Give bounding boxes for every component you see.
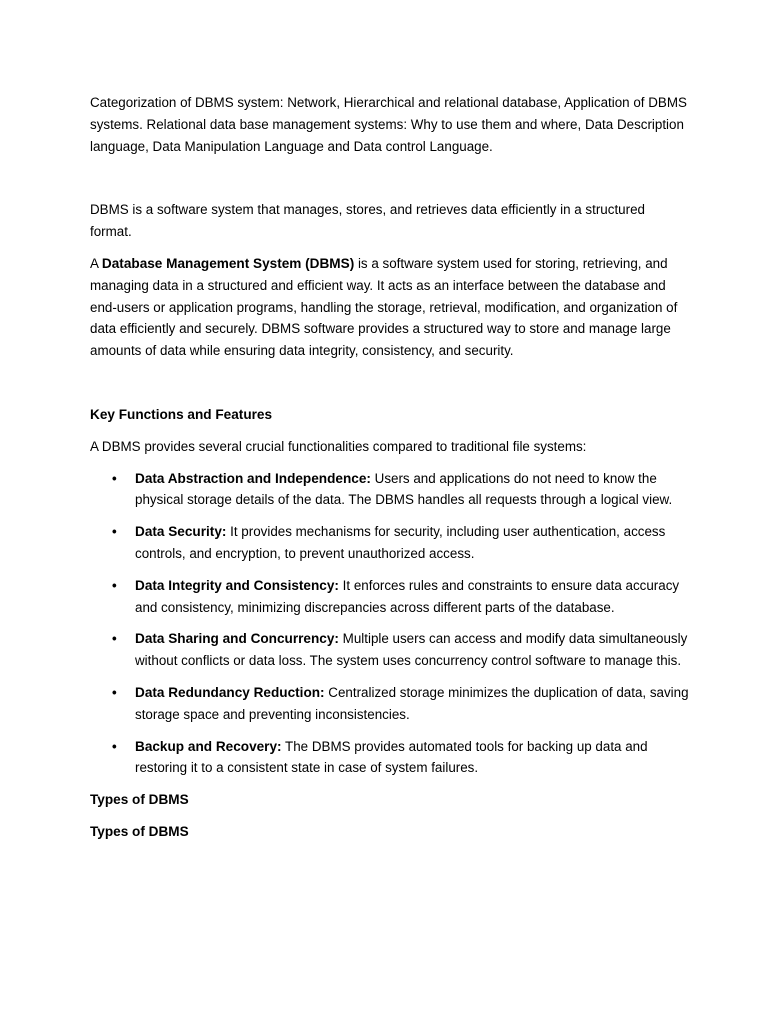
definition-text: is a software system used for storing, retrieving, and managing data in a structured and efficient way. It acts as an interface between the database and end-users or application programs, handling the storage, retrieval, modification, and organization of data efficiently and securely. DBMS software provides a structured way to store and manage large amounts of data while ensuring data integrity, consistency, and security.	[90, 255, 678, 359]
list-item	[90, 736, 690, 780]
feature-text: Multiple users can access and modify data simultaneously without conflicts or data loss. The system uses concurrency control software to manage this.	[135, 631, 688, 669]
bullet-icon: •	[112, 524, 117, 540]
list-item	[90, 682, 690, 726]
feature-term: Data Redundancy Reduction:	[135, 684, 325, 700]
feature-term: Data Abstraction and Independence:	[135, 470, 371, 486]
features-list	[90, 468, 690, 780]
bullet-icon: •	[112, 470, 117, 486]
definition-prefix: A	[90, 255, 102, 271]
bullet-icon: •	[112, 684, 117, 700]
bullet-icon: •	[112, 577, 117, 593]
feature-term: Data Integrity and Consistency:	[135, 577, 339, 593]
feature-term: Backup and Recovery:	[135, 738, 282, 754]
types-of-dbms-heading: Types of DBMS	[90, 792, 189, 808]
list-item	[90, 628, 690, 672]
intro-paragraph: Categorization of DBMS system: Network, Hierarchical and relational database, Application of DBMS systems. Relational data base management systems: Why to use them and where, Data Description language, Data Manipulation Language and Data control Language.	[90, 95, 687, 154]
feature-text: It enforces rules and constraints to ensure data accuracy and consistency, minimizing discrepancies across different parts of the database.	[135, 577, 680, 615]
feature-term: Data Security:	[135, 524, 227, 540]
list-item	[90, 468, 690, 512]
definition-long-paragraph	[90, 253, 690, 362]
feature-text: It provides mechanisms for security, including user authentication, access controls, and encryption, to prevent unauthorized access.	[135, 524, 666, 561]
key-functions-lead: A DBMS provides several crucial functionalities compared to traditional file systems:	[90, 438, 587, 454]
list-item	[90, 521, 690, 565]
types-of-dbms-heading-repeat: Types of DBMS	[90, 823, 189, 839]
bullet-icon: •	[112, 738, 117, 754]
definition-term: Database Management System (DBMS)	[101, 255, 355, 271]
definition-short-paragraph: DBMS is a software system that manages, stores, and retrieves data efficiently in a structured format.	[90, 202, 645, 240]
feature-text: Centralized storage minimizes the duplication of data, saving storage space and preventing inconsistencies.	[135, 684, 689, 722]
bullet-icon: •	[112, 631, 117, 647]
list-item	[90, 575, 690, 619]
feature-term: Data Sharing and Concurrency:	[135, 631, 339, 647]
feature-text: The DBMS provides automated tools for backing up data and restoring it to a consistent state in case of system failures.	[135, 738, 648, 776]
key-functions-heading: Key Functions and Features	[90, 406, 273, 422]
feature-text: Users and applications do not need to know the physical storage details of the data. The DBMS handles all requests through a logical view.	[135, 470, 673, 508]
document-page	[90, 92, 690, 853]
